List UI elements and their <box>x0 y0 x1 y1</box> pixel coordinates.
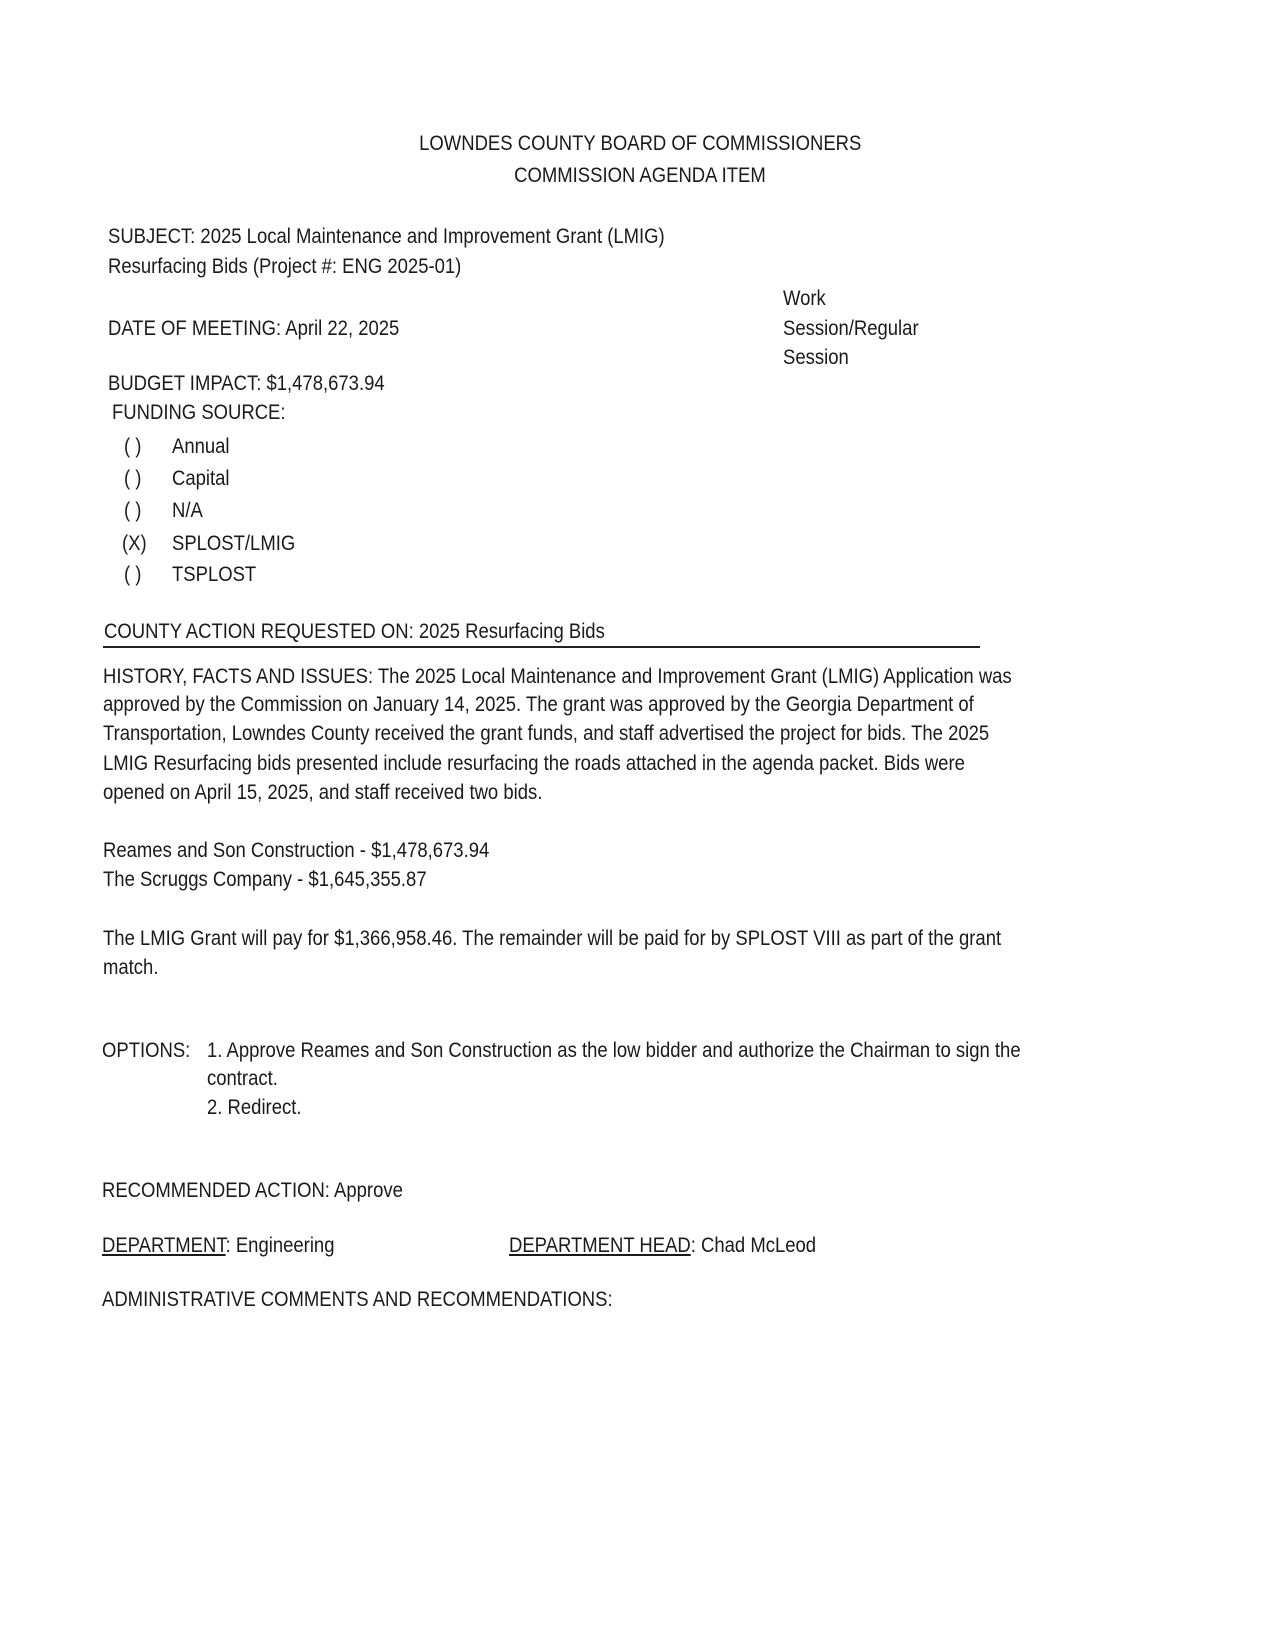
history-line: opened on April 15, 2025, and staff received two bids. <box>103 781 543 804</box>
header-line-1-text: LOWNDES COUNTY BOARD OF COMMISSIONERS <box>418 132 862 155</box>
checkbox-mark: ( ) <box>124 435 142 458</box>
history-line: HISTORY, FACTS AND ISSUES: The 2025 Local Maintenance and Improvement Grant (LMIG) Application was <box>103 665 1012 688</box>
session-line-2: Session/Regular <box>783 317 919 340</box>
checkbox-mark: ( ) <box>124 467 142 490</box>
option-1-line-2: contract. <box>207 1067 278 1090</box>
header-line-1 <box>0 131 1275 157</box>
action-requested: COUNTY ACTION REQUESTED ON: 2025 Resurfacing Bids <box>104 620 605 643</box>
grant-note-line: match. <box>103 956 159 979</box>
department-label: DEPARTMENT <box>102 1234 226 1257</box>
bid-scruggs: The Scruggs Company - $1,645,355.87 <box>103 868 427 891</box>
option-label: N/A <box>172 499 203 522</box>
option-label: Capital <box>172 467 230 490</box>
meeting-date: DATE OF MEETING: April 22, 2025 <box>108 317 400 340</box>
session-line-3: Session <box>783 346 849 369</box>
checkbox-mark: ( ) <box>124 563 142 586</box>
subject-line-2: Resurfacing Bids (Project #: ENG 2025-01) <box>108 255 462 278</box>
funding-source-label: FUNDING SOURCE: <box>112 401 286 424</box>
option-1-line-1: 1. Approve Reames and Son Construction as the low bidder and authorize the Chairman to sign the <box>207 1039 1021 1062</box>
section-divider <box>103 646 980 648</box>
department-head-value: : Chad McLeod <box>690 1234 817 1257</box>
bid-reames: Reames and Son Construction - $1,478,673.94 <box>103 839 490 862</box>
subject-line-1: SUBJECT: 2025 Local Maintenance and Improvement Grant (LMIG) <box>108 225 665 248</box>
header-line-2 <box>0 163 1275 189</box>
budget-impact: BUDGET IMPACT: $1,478,673.94 <box>108 372 385 395</box>
history-line: approved by the Commission on January 14, 2025. The grant was approved by the Georgia Department of <box>103 693 974 716</box>
option-2: 2. Redirect. <box>207 1096 302 1119</box>
option-label: SPLOST/LMIG <box>172 532 296 555</box>
grant-note-line: The LMIG Grant will pay for $1,366,958.46. The remainder will be paid for by SPLOST VIII as part of the grant <box>103 927 1002 950</box>
history-line: Transportation, Lowndes County received the grant funds, and staff advertised the project for bids. The 2025 <box>103 722 990 745</box>
options-label: OPTIONS: <box>102 1039 191 1062</box>
checkbox-mark: (X) <box>122 532 147 555</box>
option-label: Annual <box>172 435 230 458</box>
department-head <box>509 1233 816 1259</box>
department-head-label: DEPARTMENT HEAD <box>509 1234 691 1257</box>
recommended-action: RECOMMENDED ACTION: Approve <box>102 1179 403 1202</box>
department-value: : Engineering <box>225 1234 335 1257</box>
session-line-1: Work <box>783 287 826 310</box>
header-line-2-text: COMMISSION AGENDA ITEM <box>514 164 766 187</box>
checkbox-mark: ( ) <box>124 499 142 522</box>
admin-comments-label: ADMINISTRATIVE COMMENTS AND RECOMMENDATIONS: <box>102 1288 613 1311</box>
department <box>102 1233 334 1259</box>
option-label: TSPLOST <box>172 563 257 586</box>
history-line: LMIG Resurfacing bids presented include resurfacing the roads attached in the agenda packet. Bids were <box>103 752 965 775</box>
